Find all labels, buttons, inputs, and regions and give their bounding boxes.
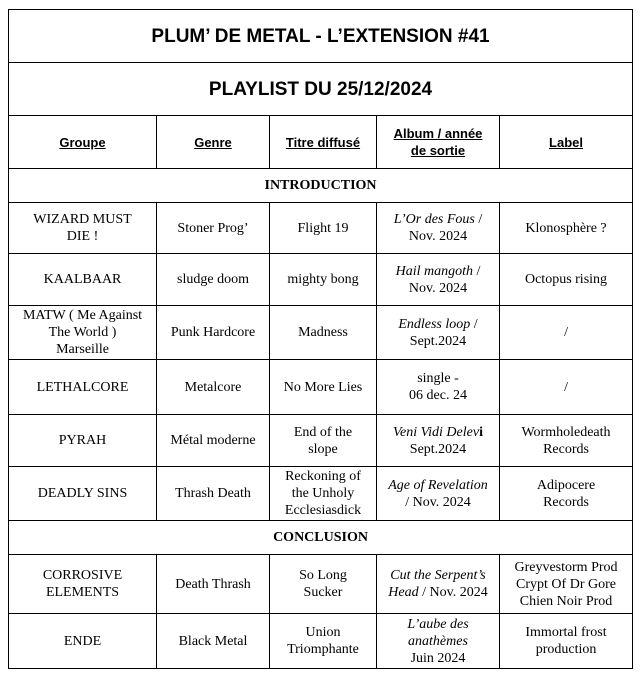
- label-line: Immortal frost: [525, 625, 607, 640]
- album-name-line2: Head: [388, 585, 419, 600]
- album-name: L’Or des Fous: [393, 212, 475, 227]
- table-row: [9, 467, 633, 521]
- album-name: L’aube des: [407, 616, 469, 632]
- cell-album: [377, 415, 500, 467]
- titre-line: Triomphante: [287, 642, 359, 657]
- titre-line: Ecclesiasdick: [284, 503, 362, 518]
- album-date: / Nov. 2024: [405, 494, 471, 510]
- label-line: Greyvestorm Prod: [514, 559, 618, 575]
- section-conclusion: CONCLUSION: [9, 521, 633, 555]
- label-line: Wormholedeath: [521, 424, 611, 440]
- titre-line: Union: [305, 625, 341, 640]
- label-line: production: [535, 642, 597, 657]
- cell-groupe: KAALBAAR: [9, 254, 157, 306]
- cell-titre: mighty bong: [270, 254, 377, 306]
- cell-titre: Madness: [270, 306, 377, 360]
- cell-groupe: LETHALCORE: [9, 360, 157, 415]
- table-row: [9, 306, 633, 360]
- cell-album: [377, 306, 500, 360]
- cell-label: /: [500, 306, 633, 360]
- header-album-line2: de sortie: [410, 143, 466, 158]
- cell-titre: [270, 415, 377, 467]
- label-line: Chien Noir Prod: [519, 593, 613, 609]
- label-line: Adipocere: [536, 477, 596, 493]
- cell-label: [500, 467, 633, 521]
- header-album-line1: Album / année: [393, 126, 483, 141]
- table-row: [9, 555, 633, 614]
- titre-line: So Long: [299, 568, 347, 583]
- titre-line: Sucker: [303, 585, 343, 600]
- album-date: Sept.2024: [409, 333, 467, 349]
- header-genre: Genre: [157, 116, 270, 169]
- cell-groupe: [9, 203, 157, 254]
- titre-line: the Unholy: [291, 486, 355, 501]
- page-title: PLUM’ DE METAL - L’EXTENSION #41: [9, 10, 633, 63]
- album-name: Hail mangoth: [395, 263, 473, 279]
- cell-album: [377, 614, 500, 669]
- cell-titre: [270, 555, 377, 614]
- label-line: Records: [543, 494, 589, 510]
- cell-album: [377, 360, 500, 415]
- cell-label: [500, 614, 633, 669]
- table-row: [9, 360, 633, 415]
- album-separator: /: [474, 212, 483, 227]
- cell-groupe: DEADLY SINS: [9, 467, 157, 521]
- cell-label: [500, 415, 633, 467]
- groupe-line: MATW ( Me Against: [22, 308, 143, 323]
- titre-line: Reckoning of: [285, 469, 361, 484]
- cell-titre: [270, 467, 377, 521]
- groupe-line: WIZARD MUST: [33, 212, 132, 227]
- cell-groupe: [9, 306, 157, 360]
- album-name: Endless loop: [398, 316, 471, 332]
- table-row: [9, 415, 633, 467]
- table-row: [9, 203, 633, 254]
- header-album: [377, 116, 500, 169]
- album-separator: /: [470, 316, 478, 332]
- titre-line: End of the: [293, 424, 353, 440]
- album-name-suffix: i: [479, 424, 483, 440]
- album-separator: /: [473, 263, 481, 279]
- cell-album: [377, 467, 500, 521]
- label-line: Records: [543, 441, 589, 457]
- cell-genre: Thrash Death: [157, 467, 270, 521]
- header-groupe: Groupe: [9, 116, 157, 169]
- album-name-line2: anathèmes: [408, 633, 468, 649]
- album-name: single -: [417, 371, 459, 386]
- album-date: Nov. 2024: [408, 229, 468, 244]
- cell-genre: Black Metal: [157, 614, 270, 669]
- cell-groupe: [9, 555, 157, 614]
- groupe-line: DIE !: [66, 229, 99, 244]
- cell-genre: Punk Hardcore: [157, 306, 270, 360]
- section-introduction: INTRODUCTION: [9, 169, 633, 203]
- cell-titre: Flight 19: [270, 203, 377, 254]
- groupe-line: The World ): [48, 325, 117, 340]
- cell-label: Octopus rising: [500, 254, 633, 306]
- album-date: Nov. 2024: [408, 280, 468, 296]
- cell-genre: sludge doom: [157, 254, 270, 306]
- groupe-line: ELEMENTS: [45, 585, 120, 600]
- playlist-table: [8, 9, 633, 669]
- groupe-line: CORROSIVE: [42, 568, 123, 583]
- table-row: [9, 614, 633, 669]
- album-date: Sept.2024: [409, 441, 467, 457]
- album-name: Cut the Serpent’s: [390, 568, 486, 583]
- cell-titre: No More Lies: [270, 360, 377, 415]
- album-name: Veni Vidi Delev: [393, 424, 480, 440]
- cell-album: [377, 555, 500, 614]
- header-titre: Titre diffusé: [270, 116, 377, 169]
- cell-groupe: ENDE: [9, 614, 157, 669]
- cell-genre: Metalcore: [157, 360, 270, 415]
- cell-genre: Stoner Prog’: [157, 203, 270, 254]
- groupe-line: Marseille: [56, 342, 109, 357]
- album-date: / Nov. 2024: [418, 585, 488, 600]
- label-line: Crypt Of Dr Gore: [516, 576, 616, 592]
- cell-titre: [270, 614, 377, 669]
- cell-genre: Métal moderne: [157, 415, 270, 467]
- album-date: Juin 2024: [410, 650, 466, 666]
- titre-line: slope: [308, 441, 338, 457]
- cell-label: [500, 555, 633, 614]
- cell-album: [377, 203, 500, 254]
- cell-album: [377, 254, 500, 306]
- cell-label: /: [500, 360, 633, 415]
- cell-label: Klonosphère ?: [500, 203, 633, 254]
- header-label: Label: [500, 116, 633, 169]
- album-date: 06 dec. 24: [409, 388, 467, 403]
- album-name: Age of Revelation: [388, 477, 488, 493]
- table-row: [9, 254, 633, 306]
- playlist-date-title: PLAYLIST DU 25/12/2024: [9, 63, 633, 116]
- cell-groupe: PYRAH: [9, 415, 157, 467]
- cell-genre: Death Thrash: [157, 555, 270, 614]
